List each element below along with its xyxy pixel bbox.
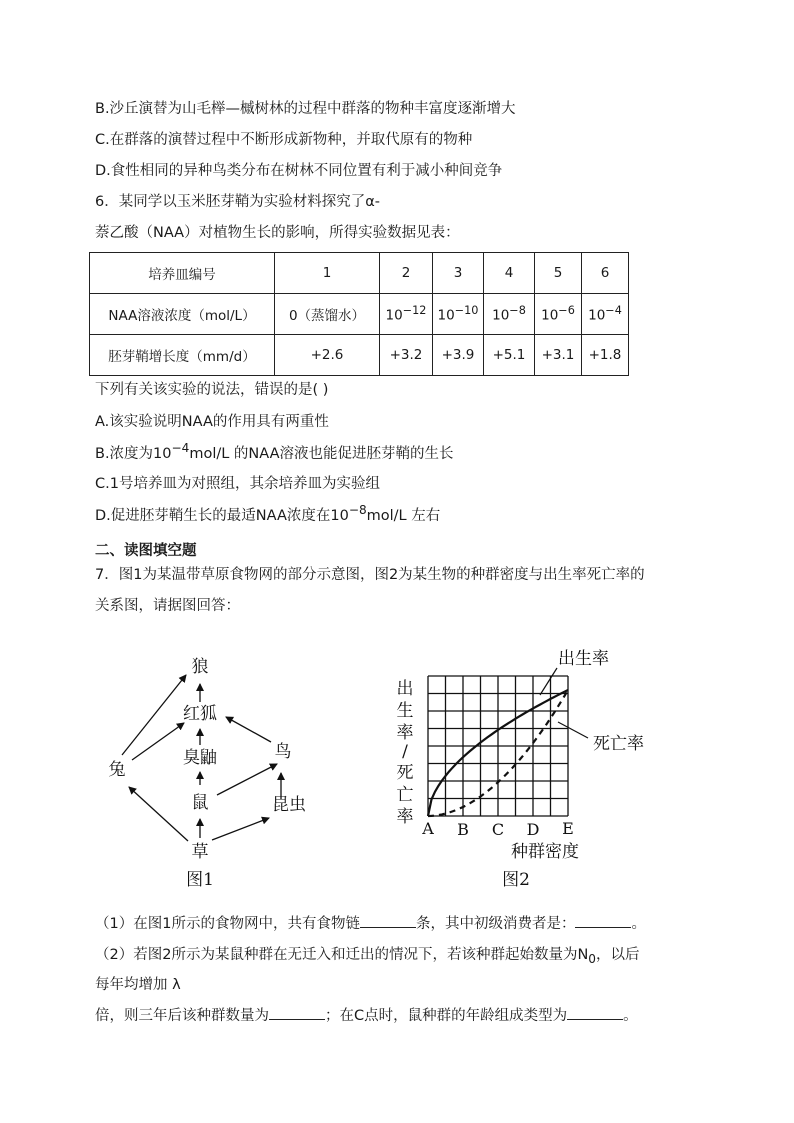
table-cell: +2.6 <box>275 335 380 376</box>
table-cell: +3.1 <box>535 335 582 376</box>
node-rabbit: 兔 <box>108 760 126 780</box>
q5-option-b: B.沙丘演替为山毛榉—槭树林的过程中群落的物种丰富度逐渐增大 <box>95 101 516 117</box>
death-rate-label: 死亡率 <box>593 734 644 754</box>
option-text: mol/L 左右 <box>366 507 441 524</box>
table-cell: +3.9 <box>433 335 484 376</box>
power-base: 10 <box>588 307 606 324</box>
question-text: ；在C点时，鼠种群的年龄组成类型为 <box>325 1008 568 1024</box>
subscript: 0 <box>588 951 596 966</box>
power-exponent: −4 <box>605 304 622 318</box>
power-exponent: −12 <box>402 304 427 318</box>
section-heading: 二、读图填空题 <box>95 543 197 559</box>
y-axis-label-char: 死 <box>396 763 414 783</box>
table-cell: 0（蒸馏水） <box>275 294 380 335</box>
power-base: 10 <box>385 307 403 324</box>
x-axis-label: 种群密度 <box>511 842 579 862</box>
answer-blank[interactable] <box>575 913 631 928</box>
table-header-cell: 5 <box>535 253 582 294</box>
power-base: 10 <box>437 307 455 324</box>
chart-grid <box>428 676 568 816</box>
table-header-cell: 培养皿编号 <box>90 253 275 294</box>
question-text: 条，其中初级消费者是： <box>415 916 576 932</box>
birth-rate-label: 出生率 <box>558 649 609 669</box>
q7-stem-line1: 7．图1为某温带草原食物网的部分示意图，图2为某生物的种群密度与出生率死亡率的 <box>95 567 645 583</box>
table-cell: +1.8 <box>582 335 629 376</box>
figure1-caption: 图1 <box>186 870 214 890</box>
q7-sub2-line2: 每年均增加 λ <box>95 977 181 993</box>
power-base: 10 <box>541 307 559 324</box>
y-axis-label-char: 率 <box>396 723 414 743</box>
q6-question: 下列有关该实验的说法，错误的是( ) <box>95 382 329 398</box>
question-text: 倍，则三年后该种群数量为 <box>95 1008 269 1024</box>
node-wolf: 狼 <box>191 657 209 677</box>
q5-option-c: C.在群落的演替过程中不断形成新物种，并取代原有的物种 <box>95 132 473 148</box>
question-text: 。 <box>623 1008 638 1024</box>
x-tick-label: C <box>491 820 505 839</box>
table-header-cell: 2 <box>380 253 433 294</box>
q7-stem-line2: 关系图，请据图回答： <box>95 598 240 614</box>
node-insect: 昆虫 <box>272 795 306 815</box>
table-header-cell: 3 <box>433 253 484 294</box>
table-header-cell: 1 <box>275 253 380 294</box>
q6-option-a: A.该实验说明NAA的作用具有两重性 <box>95 414 329 430</box>
table-cell: +3.2 <box>380 335 433 376</box>
power-exponent: −8 <box>348 503 367 517</box>
table-cell: +5.1 <box>484 335 535 376</box>
question-text: 。 <box>631 916 646 932</box>
q6-stem-line2: 萘乙酸（NAA）对植物生长的影响，所得实验数据见表： <box>95 225 460 241</box>
y-axis-label-char: 生 <box>396 701 414 721</box>
answer-blank[interactable] <box>269 1005 325 1020</box>
y-axis-label-char: 出 <box>396 679 414 699</box>
q6-option-c: C.1号培养皿为对照组，其余培养皿为实验组 <box>95 476 380 492</box>
x-tick-label: B <box>457 820 469 839</box>
answer-blank[interactable] <box>567 1005 623 1020</box>
power-exponent: −4 <box>171 441 190 455</box>
question-text: （2）若图2所示为某鼠种群在无迁入和迁出的情况下，若该种群起始数量为N <box>95 947 589 963</box>
table-header-cell: 4 <box>484 253 535 294</box>
y-axis-label-char: / <box>402 742 408 762</box>
table-row-label: 胚芽鞘增长度（mm/d） <box>90 335 275 376</box>
q7-sub2-line1 <box>95 943 639 966</box>
power-exponent: −10 <box>454 304 479 318</box>
option-text: B.浓度为10 <box>95 445 172 462</box>
power-base: 10 <box>492 307 510 324</box>
x-tick-label: E <box>562 819 574 838</box>
answer-blank[interactable] <box>360 913 416 928</box>
node-skunk: 臭鼬 <box>183 748 217 768</box>
question-text: ，以后 <box>595 947 640 963</box>
figure2-caption: 图2 <box>502 870 530 890</box>
death-leader-line <box>558 722 588 738</box>
q7-sub1 <box>95 912 646 933</box>
y-axis-label-char: 率 <box>396 807 414 827</box>
y-axis-label-char: 亡 <box>396 785 414 805</box>
node-bird: 鸟 <box>274 742 292 762</box>
node-grass: 草 <box>191 842 209 862</box>
power-exponent: −8 <box>509 304 526 318</box>
node-mouse: 鼠 <box>191 793 209 813</box>
q7-sub2-line3 <box>95 1004 638 1025</box>
node-redfox: 红狐 <box>183 704 217 724</box>
table-header-cell: 6 <box>582 253 629 294</box>
q5-option-d: D.食性相同的异种鸟类分布在树林不同位置有利于减小种间竞争 <box>95 163 503 179</box>
option-text: mol/L 的NAA溶液也能促进胚芽鞘的生长 <box>189 445 454 462</box>
x-tick-label: D <box>526 820 540 839</box>
table-row-label: NAA溶液浓度（mol/L） <box>90 294 275 335</box>
q6-stem-line1: 6．某同学以玉米胚芽鞘为实验材料探究了α- <box>95 194 381 210</box>
power-exponent: −6 <box>558 304 575 318</box>
question-text: （1）在图1所示的食物网中，共有食物链 <box>95 916 360 932</box>
option-text: D.促进胚芽鞘生长的最适NAA浓度在10 <box>95 507 349 524</box>
birth-leader-line <box>540 668 557 695</box>
x-tick-label: A <box>422 819 434 838</box>
